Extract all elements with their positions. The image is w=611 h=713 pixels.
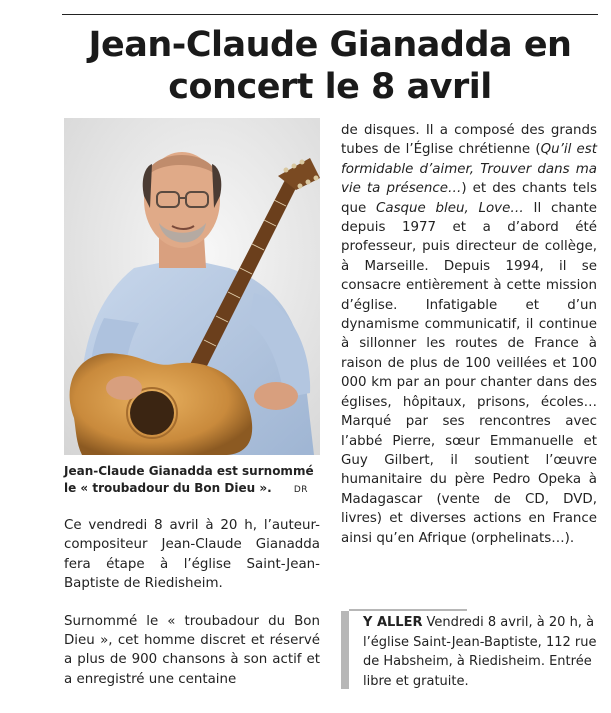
career-text-3: Il chante depuis 1977 et a d’abord été professeur, puis directeur de collège, à Marseille. Depuis 1994, il se consacre entièrement à cette mission d’église. Infatigable et d’un dynamisme communicatif, il continue à sillonner les routes de France à raison de plus de 100 veillées et 100 000 km par an pour chanter dans des églises, hôpitaux, prisons, écoles… Marqué par ses rencontres avec l’abbé Pierre, sœur Emmanuelle et Guy Gilbert, il soutient l’œuvre humanitaire du père Pedro Opeka à Madagascar (vente de CD, DVD, livres) et diverses actions en France ainsi qu’en Afrique (orphelinats…). <box>341 200 598 546</box>
paragraph-nickname: Surnommé le « troubadour du Bon Dieu », cet homme discret et réservé a plus de 900 chansons à son actif et a enregistré une centaine <box>64 613 320 687</box>
career-text-1: de disques. Il a composé des grands tubes de l’Église chrétienne ( <box>341 123 597 158</box>
info-box-topline <box>349 609 467 611</box>
song-titles-1: Qu’il est formidable d’aimer, Trouver dans ma vie ta présence… <box>341 142 597 197</box>
paragraph-career <box>341 121 597 548</box>
article-photo <box>64 118 320 455</box>
song-titles-2: Casque bleu, Love… <box>376 200 524 216</box>
career-text-2: ) et des chants tels que <box>341 181 597 216</box>
paragraph-intro: Ce vendredi 8 avril à 20 h, l’auteur-compositeur Jean-Claude Gianadda fera étape à l’église Saint-Jean-Baptiste de Riedisheim. <box>64 518 320 592</box>
info-box-bar <box>341 611 349 689</box>
headline: Jean-Claude Gianadda en concert le 8 avril <box>88 25 572 107</box>
info-box <box>341 609 597 691</box>
info-box-details: Vendredi 8 avril, à 20 h, à l’église Saint-Jean-Baptiste, 112 rue de Habsheim, à Riedisheim. Entrée libre et gratuite. <box>363 615 597 689</box>
info-box-label: Y ALLER <box>363 615 423 630</box>
top-rule <box>62 14 598 15</box>
info-box-text <box>363 609 597 691</box>
left-column <box>64 516 320 707</box>
guitarist-illustration <box>64 118 320 455</box>
photo-credit: DR <box>293 485 309 495</box>
caption-text: Jean-Claude Gianadda est surnommé le « troubadour du Bon Dieu ». <box>64 464 314 495</box>
right-column <box>341 121 597 548</box>
photo-caption <box>64 463 320 499</box>
